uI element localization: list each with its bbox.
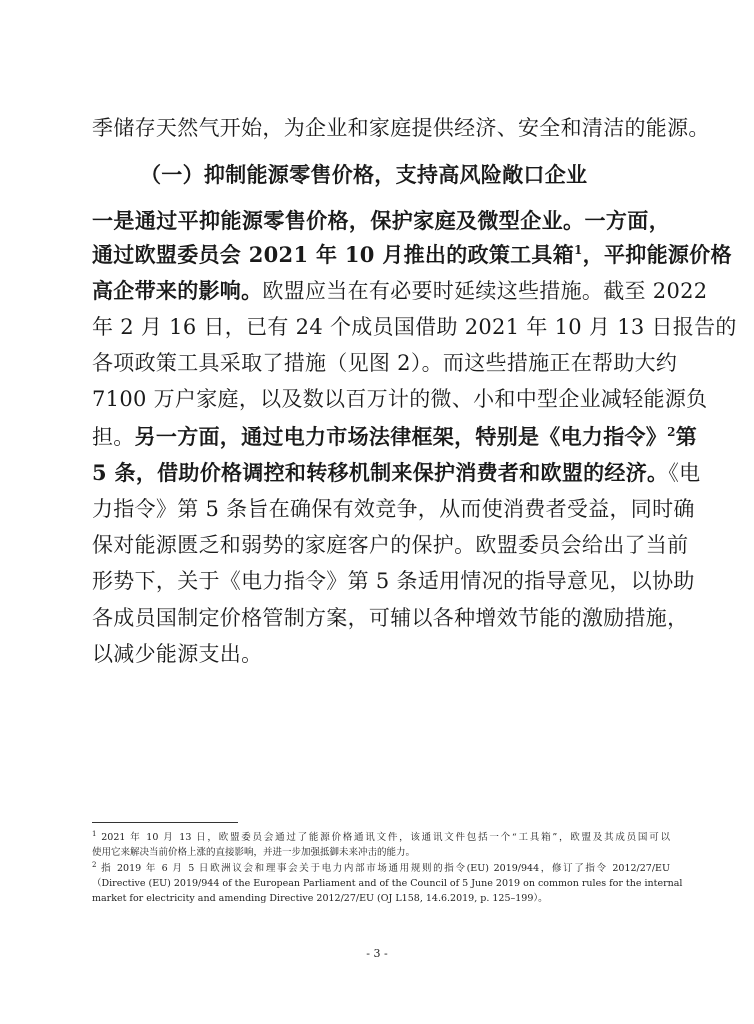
body-line: 各成员国制定价格管制方案，可辅以各种增效节能的激励措施， bbox=[92, 606, 689, 630]
body-line: 力指令》第 5 条旨在确保有效竞争，从而使消费者受益，同时确 bbox=[92, 497, 695, 521]
footnote-2-cont: market for electricity and amending Directive 2012/27/EU (OJ L158, 14.6.2019, p. 125–199）。 bbox=[92, 893, 548, 904]
body-line bbox=[92, 458, 701, 487]
footnote-text: 指 2019 年 6 月 5 日欧洲议会和理事会关于电力内部市场通用规则的指令(EU) 2019/944，修订了指令 2012/27/EU bbox=[101, 863, 670, 874]
plain-text: 欧盟应当在有必要时延续这些措施。截至 2022 bbox=[262, 279, 708, 303]
footnote-number: 2 bbox=[92, 860, 97, 869]
body-line: 一是通过平抑能源零售价格，保护家庭及微型企业。一方面， bbox=[92, 208, 670, 233]
plain-text: 《电 bbox=[668, 461, 701, 485]
body-line: 以减少能源支出。 bbox=[92, 642, 263, 666]
body-line bbox=[92, 276, 708, 305]
body-line bbox=[92, 240, 732, 269]
body-line: 年 2 月 16 日，已有 24 个成员国借助 2021 年 10 月 13 日报告的 bbox=[92, 315, 737, 339]
footnote-2-cont: （Directive (EU) 2019/944 of the European Parliament and of the Council of 5 June 2019 on common rules for the internal bbox=[92, 878, 683, 889]
page-number: - 3 - bbox=[366, 947, 388, 960]
footnote-1 bbox=[92, 830, 670, 845]
body-line: 保对能源匮乏和弱势的家庭客户的保护。欧盟委员会给出了当前 bbox=[92, 533, 689, 557]
bold-text: 另一方面，通过电力市场法律框架，特别是《电力指令》 bbox=[134, 424, 668, 449]
footnote-number: 1 bbox=[92, 829, 97, 838]
footnote-ref[interactable]: 2 bbox=[667, 425, 676, 439]
bold-text: 第 bbox=[675, 424, 698, 449]
footnote-separator bbox=[92, 822, 238, 823]
body-line: 各项政策工具采取了措施（见图 2）。而这些措施正在帮助大约 bbox=[92, 351, 678, 375]
section-heading: （一）抑制能源零售价格，支持高风险敞口企业 bbox=[140, 162, 588, 187]
bold-text: ，平抑能源价格 bbox=[582, 242, 732, 267]
body-line: 形势下，关于《电力指令》第 5 条适用情况的指导意见，以协助 bbox=[92, 569, 695, 593]
body-line: 7100 万户家庭，以及数以百万计的微、小和中型企业减轻能源负 bbox=[92, 387, 708, 411]
plain-text: 担。 bbox=[92, 425, 135, 449]
footnote-2 bbox=[92, 861, 670, 876]
bold-text: 5 条，借助价格调控和转移机制来保护消费者和欧盟的经济。 bbox=[92, 460, 669, 485]
footnote-1-cont: 使用它来解决当前价格上涨的直接影响，并进一步加强抵御未来冲击的能力。 bbox=[92, 847, 416, 858]
footnote-ref[interactable]: 1 bbox=[574, 243, 583, 257]
body-line bbox=[92, 422, 698, 451]
bold-text: 高企带来的影响。 bbox=[92, 278, 263, 303]
body-line: 季储存天然气开始，为企业和家庭提供经济、安全和清洁的能源。 bbox=[92, 116, 710, 140]
bold-text: 通过欧盟委员会 2021 年 10 月推出的政策工具箱 bbox=[92, 242, 575, 267]
footnote-text: 2021 年 10 月 13 日，欧盟委员会通过了能源价格通讯文件，该通讯文件包括一个“工具箱”，欧盟及其成员国可以 bbox=[101, 832, 670, 843]
